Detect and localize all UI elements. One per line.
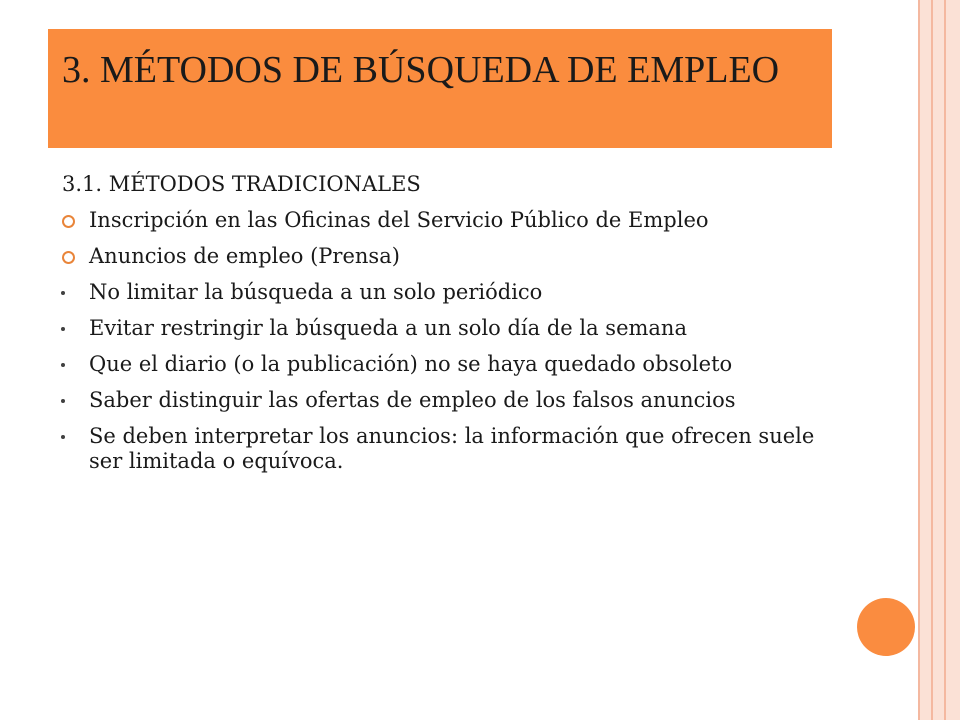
- stripe-line: [944, 0, 946, 720]
- decorative-circle-icon: [857, 598, 915, 656]
- list-item: [58, 244, 828, 269]
- slide-content: [58, 170, 828, 485]
- list-item-text: Que el diario (o la publicación) no se haya quedado obsoleto: [89, 352, 733, 376]
- dot-bullet-icon: [61, 399, 65, 403]
- dot-bullet-icon: [61, 291, 65, 295]
- list-item: [58, 352, 828, 377]
- list-item-text: No limitar la búsqueda a un solo periódico: [89, 280, 543, 304]
- list-item: [58, 208, 828, 233]
- decorative-stripes: [918, 0, 960, 720]
- dot-bullet-icon: [61, 327, 65, 331]
- list-item: [58, 388, 828, 413]
- list-item-text: Saber distinguir las ofertas de empleo de los falsos anuncios: [89, 388, 736, 412]
- dot-bullet-icon: [61, 435, 65, 439]
- stripe-line: [931, 0, 933, 720]
- circle-bullet-icon: [62, 215, 75, 228]
- slide-title: 3. MÉTODOS DE BÚSQUEDA DE EMPLEO: [62, 49, 780, 91]
- dot-bullet-icon: [61, 363, 65, 367]
- list-item-text: Anuncios de empleo (Prensa): [89, 244, 400, 268]
- circle-bullet-icon: [62, 251, 75, 264]
- stripe-line: [918, 0, 920, 720]
- bullet-list: [58, 208, 828, 474]
- list-item: [58, 424, 828, 474]
- section-subheading: 3.1. MÉTODOS TRADICIONALES: [62, 172, 421, 196]
- list-item-text: Se deben interpretar los anuncios: la información que ofrecen suele ser limitada o equívoca.: [89, 424, 815, 473]
- list-item-text: Evitar restringir la búsqueda a un solo día de la semana: [89, 316, 687, 340]
- list-item: [58, 280, 828, 305]
- list-item-text: Inscripción en las Oficinas del Servicio Público de Empleo: [89, 208, 709, 232]
- title-banner: [48, 29, 832, 148]
- list-item: [58, 316, 828, 341]
